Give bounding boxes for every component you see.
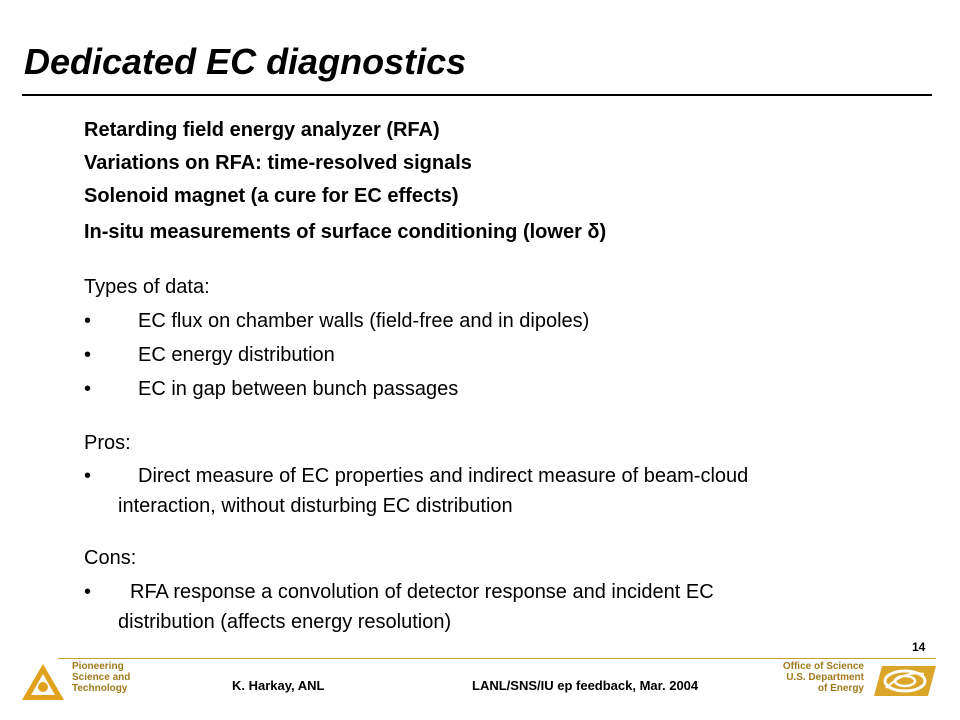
cons-item (84, 577, 904, 637)
bullet-icon: • (84, 581, 92, 603)
pros-item-line2: interaction, without disturbing EC distribution (118, 495, 513, 517)
types-heading: Types of data: (84, 276, 210, 298)
footer-author: K. Harkay, ANL (232, 678, 325, 693)
doe-logo-icon (872, 664, 938, 698)
argonne-logo-icon (20, 662, 66, 702)
page-number: 14 (912, 640, 926, 654)
types-item (84, 308, 884, 334)
argonne-tagline (72, 661, 130, 694)
bullet-icon: • (84, 378, 92, 400)
types-item (84, 342, 884, 368)
argonne-tagline-line: Technology (72, 683, 128, 694)
types-item-text: EC flux on chamber walls (field-free and in dipoles) (138, 310, 590, 332)
intro-item-insitu: In-situ measurements of surface conditioning (lower δ) (84, 221, 607, 243)
cons-item-line1: RFA response a convolution of detector response and incident EC (130, 581, 714, 603)
types-item (84, 376, 884, 402)
intro-item-solenoid: Solenoid magnet (a cure for EC effects) (84, 185, 459, 207)
doe-office-text (783, 661, 864, 694)
cons-heading: Cons: (84, 547, 137, 569)
types-item-text: EC in gap between bunch passages (138, 378, 459, 400)
slide-title: Dedicated EC diagnostics (24, 41, 467, 82)
footer-event: LANL/SNS/IU ep feedback, Mar. 2004 (472, 678, 699, 693)
pros-item (84, 461, 904, 521)
types-item-text: EC energy distribution (138, 344, 335, 366)
argonne-tagline-line: Science and (72, 672, 131, 683)
intro-item-rfa: Retarding field energy analyzer (RFA) (84, 119, 440, 141)
bullet-icon: • (84, 310, 92, 332)
bullet-icon: • (84, 465, 92, 487)
doe-office-line: Office of Science (782, 661, 864, 672)
pros-item-line1: Direct measure of EC properties and indirect measure of beam-cloud (138, 465, 749, 487)
argonne-tagline-line: Pioneering (72, 661, 124, 672)
pros-heading: Pros: (84, 432, 131, 454)
bullet-icon: • (84, 344, 92, 366)
footer-divider (58, 658, 936, 659)
title-underline (22, 94, 932, 96)
cons-item-line2: distribution (affects energy resolution) (118, 611, 452, 633)
doe-office-line: of Energy (817, 683, 864, 694)
doe-office-line: U.S. Department (786, 672, 864, 683)
intro-item-variations: Variations on RFA: time-resolved signals (84, 152, 472, 174)
